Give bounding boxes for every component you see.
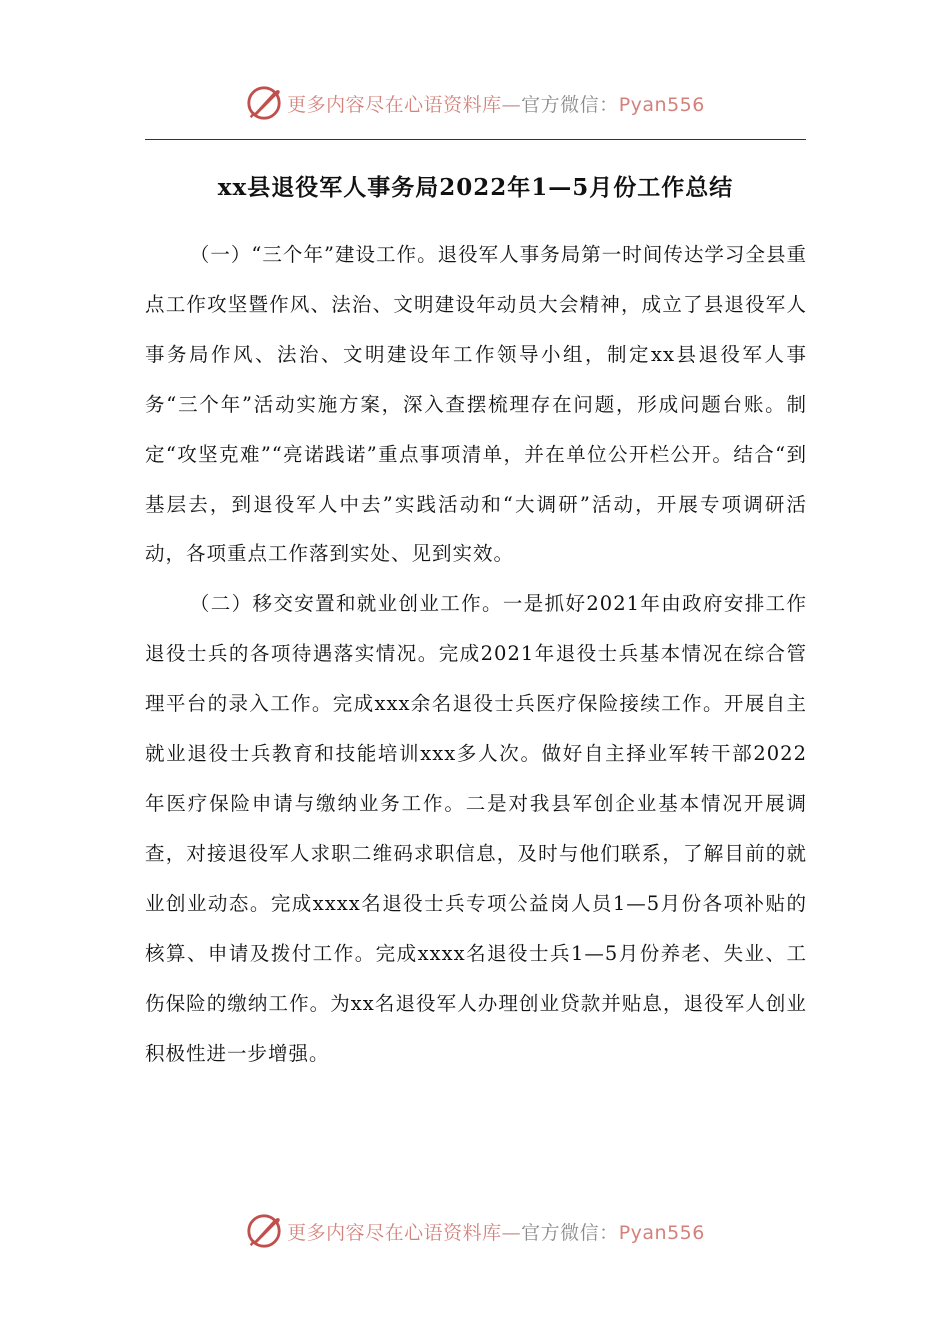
banner-label: 官方微信： [521, 93, 619, 116]
paragraph-1: （一）“三个年”建设工作。退役军人事务局第一时间传达学习全县重点工作攻坚暨作风、法治、文明建设年动员大会精神，成立了县退役军人事务局作风、法治、文明建设年工作领导小组，制定xx县退役军人事务“三个年”活动实施方案，深入查摆梳理存在问题，形成问题台账。制定“攻坚克难”“亮诺践诺”重点事项清单，并在单位公开栏公开。结合“到基层去，到退役军人中去”实践活动和“大调研”活动，开展专项调研活动，各项重点工作落到实处、见到实效。 [145, 243, 807, 566]
header-banner [0, 78, 950, 128]
quill-pen-logo-icon [245, 84, 283, 122]
banner-label: 官方微信： [521, 1221, 619, 1244]
banner-text [287, 1218, 705, 1245]
banner-wechat-id: Pyan556 [618, 93, 705, 116]
banner-main-text: 更多内容尽在心语资料库 [287, 1221, 502, 1244]
paragraph-2: （二）移交安置和就业创业工作。一是抓好2021年由政府安排工作退役士兵的各项待遇落实情况。完成2021年退役士兵基本情况在综合管理平台的录入工作。完成xxx余名退役士兵医疗保险接续工作。开展自主就业退役士兵教育和技能培训xxx多人次。做好自主择业军转干部2022年医疗保险申请与缴纳业务工作。二是对我县军创企业基本情况开展调查，对接退役军人求职二维码求职信息，及时与他们联系，了解目前的就业创业动态。完成xxxx名退役士兵专项公益岗人员1—5月份各项补贴的核算、申请及拨付工作。完成xxxx名退役士兵1—5月份养老、失业、工伤保险的缴纳工作。为xx名退役军人办理创业贷款并贴息，退役军人创业积极性进一步增强。 [145, 592, 807, 1065]
banner-text [287, 90, 705, 117]
quill-pen-logo-icon [245, 1212, 283, 1250]
header-divider [145, 139, 806, 140]
banner-wechat-id: Pyan556 [618, 1221, 705, 1244]
banner-separator: — [501, 93, 522, 116]
document-body [145, 230, 807, 1078]
banner-main-text: 更多内容尽在心语资料库 [287, 93, 502, 116]
footer-banner [0, 1206, 950, 1256]
banner-separator: — [501, 1221, 522, 1244]
document-title: xx县退役军人事务局2022年1—5月份工作总结 [217, 174, 734, 201]
